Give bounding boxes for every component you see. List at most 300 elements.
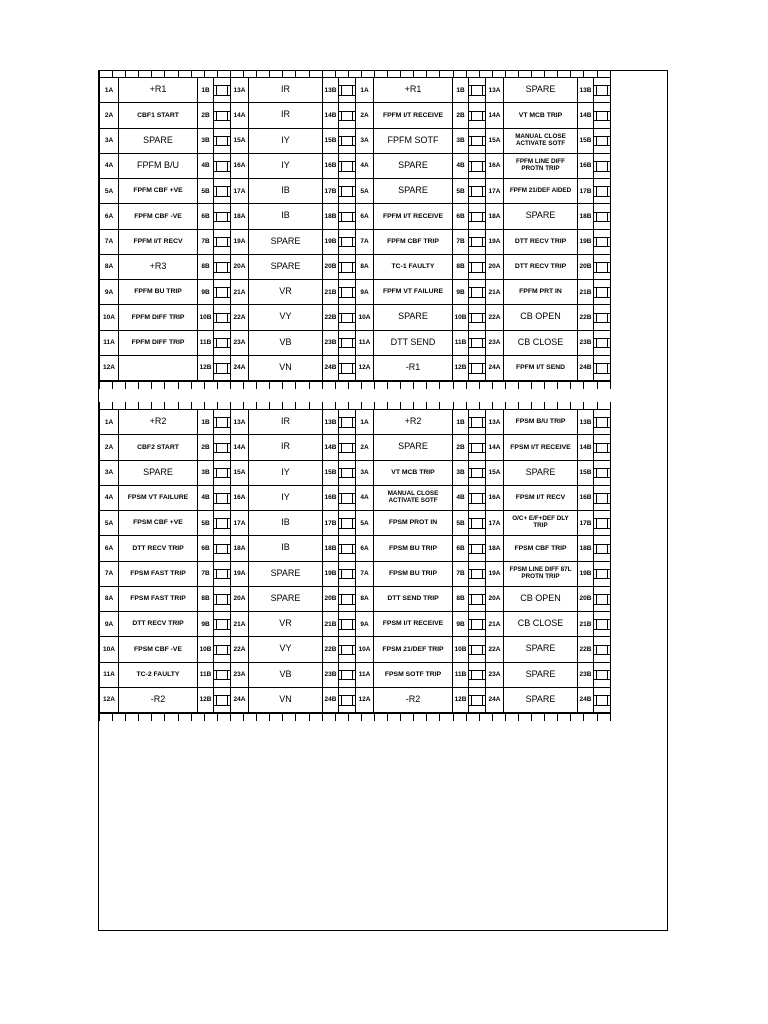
signal-label: VB (249, 331, 323, 356)
terminal-number: 12A (99, 356, 119, 381)
terminal-number: 2A (356, 435, 374, 460)
terminal-connector (469, 179, 486, 204)
tick-mark (151, 714, 152, 721)
terminal-connector (339, 129, 356, 154)
terminal-number: 9A (356, 612, 374, 637)
terminal-number: 3A (99, 129, 119, 154)
signal-label: CB OPEN (504, 587, 578, 612)
signal-label: CB OPEN (504, 305, 578, 330)
signal-label: +R2 (374, 410, 453, 435)
tick-mark (413, 70, 414, 77)
tick-mark (439, 382, 440, 389)
signal-label: SPARE (504, 78, 578, 103)
tick-mark (544, 70, 545, 77)
tick-mark (479, 714, 480, 721)
signal-label: FPFM VT FAILURE (374, 280, 453, 305)
signal-label: DTT RECV TRIP (504, 255, 578, 280)
terminal-connector (594, 486, 611, 511)
signal-label: FPSM 21/DEF TRIP (374, 637, 453, 662)
terminal-number: 11B (453, 331, 469, 356)
tick-mark (531, 382, 532, 389)
terminal-connector (339, 154, 356, 179)
terminal-number: 4B (453, 486, 469, 511)
terminal-number: 9A (99, 612, 119, 637)
tick-mark (453, 714, 454, 721)
terminal-connector (339, 356, 356, 381)
tick-mark (492, 70, 493, 77)
tick-mark (335, 402, 336, 409)
terminal-number: 1A (99, 78, 119, 103)
signal-label: FPSM CBF -VE (119, 637, 198, 662)
tick-mark (413, 402, 414, 409)
signal-label: +R3 (119, 255, 198, 280)
signal-label: DTT RECV TRIP (504, 230, 578, 255)
tick-mark (597, 70, 598, 77)
signal-label: FPSM CBF +VE (119, 511, 198, 536)
terminal-number: 10A (356, 637, 374, 662)
terminal-number: 18B (578, 204, 594, 229)
tick-mark (466, 714, 467, 721)
tick-mark (479, 70, 480, 77)
terminal-number: 19A (231, 562, 249, 587)
signal-label: IY (249, 486, 323, 511)
terminal-connector (469, 129, 486, 154)
terminal-connector (339, 562, 356, 587)
terminal-number: 10A (99, 305, 119, 330)
tick-mark (597, 714, 598, 721)
terminal-number: 17A (486, 179, 504, 204)
tick-mark (348, 714, 349, 721)
tick-mark (164, 402, 165, 409)
tick-mark (256, 402, 257, 409)
terminal-number: 23B (323, 663, 339, 688)
tick-mark (531, 70, 532, 77)
tick-mark (426, 382, 427, 389)
terminal-number: 8B (198, 587, 214, 612)
tick-mark (256, 382, 257, 389)
tick-mark (217, 714, 218, 721)
tick-mark (518, 382, 519, 389)
tick-mark (217, 382, 218, 389)
terminal-connector (469, 511, 486, 536)
terminal-number: 24B (323, 356, 339, 381)
tick-mark (544, 382, 545, 389)
tick-mark (322, 382, 323, 389)
signal-label: DTT RECV TRIP (119, 536, 198, 561)
terminal-number: 8B (198, 255, 214, 280)
signal-label: DTT SEND (374, 331, 453, 356)
tick-mark (426, 70, 427, 77)
terminal-number: 17A (231, 511, 249, 536)
terminal-connector (469, 461, 486, 486)
terminal-number: 5A (356, 511, 374, 536)
terminal-number: 13B (578, 410, 594, 435)
terminal-number: 6B (198, 204, 214, 229)
terminal-number: 21B (323, 280, 339, 305)
signal-label: FPFM 21/DEF AIDED (504, 179, 578, 204)
tick-mark (361, 402, 362, 409)
tick-mark (413, 714, 414, 721)
terminal-connector (594, 78, 611, 103)
terminal-number: 2B (453, 435, 469, 460)
terminal-connector (469, 637, 486, 662)
terminal-number: 20A (231, 255, 249, 280)
terminal-number: 12A (356, 356, 374, 381)
tick-mark (125, 70, 126, 77)
terminal-connector (469, 356, 486, 381)
signal-label: CBF2 START (119, 435, 198, 460)
terminal-connector (214, 461, 231, 486)
terminal-connector (339, 78, 356, 103)
tick-mark (518, 402, 519, 409)
terminal-number: 20A (486, 255, 504, 280)
signal-label: IY (249, 129, 323, 154)
terminal-number: 18B (323, 536, 339, 561)
terminal-number: 13B (578, 78, 594, 103)
tick-mark (544, 714, 545, 721)
terminal-number: 20A (231, 587, 249, 612)
tick-mark (230, 70, 231, 77)
tick-mark (492, 382, 493, 389)
terminal-number: 11A (356, 331, 374, 356)
terminal-number: 5A (356, 179, 374, 204)
tick-mark (557, 714, 558, 721)
terminal-connector (339, 612, 356, 637)
terminal-number: 22A (486, 305, 504, 330)
tick-mark (557, 382, 558, 389)
terminal-number: 11A (356, 663, 374, 688)
tick-mark (544, 402, 545, 409)
terminal-number: 17B (578, 179, 594, 204)
terminal-number: 6A (99, 536, 119, 561)
tick-mark (479, 402, 480, 409)
terminal-number: 11B (453, 663, 469, 688)
signal-label: SPARE (374, 435, 453, 460)
tick-mark (125, 402, 126, 409)
tick-mark (112, 70, 113, 77)
signal-label: FPFM B/U (119, 154, 198, 179)
terminal-connector (214, 688, 231, 713)
signal-label: FPSM FAST TRIP (119, 587, 198, 612)
terminal-number: 17A (231, 179, 249, 204)
terminal-number: 3A (99, 461, 119, 486)
terminal-number: 12B (198, 356, 214, 381)
terminal-connector (214, 486, 231, 511)
terminal-connector (594, 331, 611, 356)
terminal-number: 12B (453, 688, 469, 713)
terminal-number: 7B (198, 230, 214, 255)
terminal-connector (594, 536, 611, 561)
terminal-number: 7A (356, 230, 374, 255)
terminal-number: 18A (231, 204, 249, 229)
terminal-number: 7B (453, 230, 469, 255)
terminal-number: 4B (453, 154, 469, 179)
terminal-connector (594, 688, 611, 713)
tick-mark (426, 402, 427, 409)
terminal-connector (469, 486, 486, 511)
terminal-number: 13B (323, 410, 339, 435)
terminal-number: 8A (356, 587, 374, 612)
tick-mark (387, 382, 388, 389)
tick-mark (610, 382, 611, 389)
terminal-number: 10B (453, 637, 469, 662)
tick-mark (151, 382, 152, 389)
terminal-number: 21A (486, 612, 504, 637)
terminal-number: 4A (99, 154, 119, 179)
terminal-number: 4B (198, 154, 214, 179)
tick-mark (426, 714, 427, 721)
terminal-number: 24A (486, 356, 504, 381)
tick-mark (453, 402, 454, 409)
tick-mark (400, 382, 401, 389)
tick-strip-bottom (99, 713, 611, 721)
tick-mark (269, 382, 270, 389)
tick-mark (178, 402, 179, 409)
signal-label: FPFM PRT IN (504, 280, 578, 305)
terminal-connector (339, 305, 356, 330)
signal-label: SPARE (374, 179, 453, 204)
terminal-grid (99, 409, 611, 713)
terminal-number: 17A (486, 511, 504, 536)
terminal-number: 13B (323, 78, 339, 103)
tick-mark (99, 714, 100, 721)
terminal-connector (339, 230, 356, 255)
tick-mark (322, 402, 323, 409)
terminal-connector (594, 663, 611, 688)
tick-mark (282, 714, 283, 721)
terminal-number: 20B (578, 587, 594, 612)
terminal-number: 15A (231, 461, 249, 486)
signal-label: +R1 (374, 78, 453, 103)
terminal-number: 16B (323, 154, 339, 179)
terminal-number: 5B (453, 179, 469, 204)
terminal-number: 6A (99, 204, 119, 229)
signal-label: CB CLOSE (504, 612, 578, 637)
terminal-number: 3B (198, 461, 214, 486)
terminal-number: 1B (198, 410, 214, 435)
terminal-number: 23A (486, 663, 504, 688)
terminal-number: 2A (99, 103, 119, 128)
terminal-connector (214, 129, 231, 154)
tick-mark (348, 70, 349, 77)
terminal-connector (214, 562, 231, 587)
signal-label: O/C+ E/F+DEF DLY TRIP (504, 511, 578, 536)
terminal-connector (469, 587, 486, 612)
terminal-number: 2A (99, 435, 119, 460)
tick-mark (230, 402, 231, 409)
terminal-number: 21A (231, 612, 249, 637)
tick-mark (178, 382, 179, 389)
terminal-number: 6B (453, 204, 469, 229)
terminal-number: 19A (231, 230, 249, 255)
terminal-number: 2B (453, 103, 469, 128)
tick-mark (282, 402, 283, 409)
signal-label: DTT RECV TRIP (119, 612, 198, 637)
tick-mark (243, 70, 244, 77)
signal-label: SPARE (504, 663, 578, 688)
terminal-number: 7B (453, 562, 469, 587)
tick-mark (335, 382, 336, 389)
terminal-connector (594, 511, 611, 536)
signal-label: FPSM I/T RECV (504, 486, 578, 511)
terminal-connector (214, 637, 231, 662)
terminal-number: 13A (231, 78, 249, 103)
signal-label: CB CLOSE (504, 331, 578, 356)
terminal-number: 8A (356, 255, 374, 280)
tick-mark (374, 382, 375, 389)
terminal-number: 2B (198, 103, 214, 128)
signal-label: FPSM BU TRIP (374, 562, 453, 587)
terminal-number: 6B (453, 536, 469, 561)
terminal-connector (339, 486, 356, 511)
terminal-number: 16A (486, 154, 504, 179)
terminal-number: 14A (231, 435, 249, 460)
tick-mark (518, 70, 519, 77)
terminal-number: 3B (453, 129, 469, 154)
tick-mark (453, 382, 454, 389)
signal-label: FPSM B/U TRIP (504, 410, 578, 435)
tick-mark (335, 714, 336, 721)
tick-mark (361, 382, 362, 389)
signal-label: VT MCB TRIP (504, 103, 578, 128)
tick-mark (99, 402, 100, 409)
tick-mark (269, 402, 270, 409)
terminal-connector (339, 331, 356, 356)
terminal-number: 3A (356, 461, 374, 486)
terminal-number: 17B (578, 511, 594, 536)
tick-mark (597, 402, 598, 409)
terminal-connector (339, 461, 356, 486)
terminal-number: 9A (356, 280, 374, 305)
terminal-number: 10B (453, 305, 469, 330)
terminal-connector (594, 356, 611, 381)
tick-mark (374, 70, 375, 77)
terminal-number: 14A (486, 435, 504, 460)
terminal-connector (469, 230, 486, 255)
tick-mark (466, 382, 467, 389)
terminal-number: 18B (578, 536, 594, 561)
terminal-number: 13A (486, 410, 504, 435)
terminal-number: 22B (323, 305, 339, 330)
terminal-connector (339, 179, 356, 204)
tick-mark (374, 402, 375, 409)
terminal-connector (339, 587, 356, 612)
tick-mark (570, 70, 571, 77)
terminal-number: 8A (99, 587, 119, 612)
signal-label: IR (249, 435, 323, 460)
terminal-number: 19A (486, 562, 504, 587)
tick-mark (269, 70, 270, 77)
tick-mark (269, 714, 270, 721)
tick-mark (492, 402, 493, 409)
tick-mark (361, 714, 362, 721)
terminal-connector (214, 154, 231, 179)
tick-mark (112, 402, 113, 409)
tick-mark (256, 714, 257, 721)
terminal-connector (339, 255, 356, 280)
tick-mark (400, 402, 401, 409)
terminal-number: 9B (453, 280, 469, 305)
tick-mark (125, 382, 126, 389)
terminal-number: 24A (486, 688, 504, 713)
terminal-number: 14A (231, 103, 249, 128)
terminal-connector (594, 179, 611, 204)
tick-mark (295, 714, 296, 721)
tick-mark (295, 382, 296, 389)
terminal-number: 6B (198, 536, 214, 561)
tick-mark (505, 70, 506, 77)
signal-label: FPSM BU TRIP (374, 536, 453, 561)
terminal-connector (594, 435, 611, 460)
signal-label: FPFM CBF TRIP (374, 230, 453, 255)
signal-label: TC-1 FAULTY (374, 255, 453, 280)
terminal-number: 19B (578, 562, 594, 587)
signal-label: MANUAL CLOSE ACTIVATE SOTF (374, 486, 453, 511)
terminal-number: 22A (231, 305, 249, 330)
tick-mark (243, 402, 244, 409)
signal-label: IB (249, 179, 323, 204)
terminal-number: 21A (486, 280, 504, 305)
tick-mark (309, 714, 310, 721)
terminal-number: 11B (198, 331, 214, 356)
terminal-number: 1B (453, 78, 469, 103)
signal-label: IY (249, 461, 323, 486)
signal-label: FPFM I/T SEND (504, 356, 578, 381)
tick-mark (505, 714, 506, 721)
signal-label: IB (249, 536, 323, 561)
terminal-number: 7A (99, 230, 119, 255)
signal-label: MANUAL CLOSE ACTIVATE SOTF (504, 129, 578, 154)
tick-mark (439, 70, 440, 77)
tick-mark (505, 382, 506, 389)
signal-label: IR (249, 78, 323, 103)
terminal-number: 20B (578, 255, 594, 280)
signal-label: FPFM SOTF (374, 129, 453, 154)
terminal-connector (339, 536, 356, 561)
signal-label: VB (249, 663, 323, 688)
tick-mark (230, 714, 231, 721)
terminal-connector (339, 280, 356, 305)
tick-mark (387, 714, 388, 721)
terminal-connector (214, 435, 231, 460)
tick-mark (610, 714, 611, 721)
signal-label: DTT SEND TRIP (374, 587, 453, 612)
signal-label: TC-2 FAULTY (119, 663, 198, 688)
signal-label: -R1 (374, 356, 453, 381)
terminal-number: 23B (578, 331, 594, 356)
signal-label: FPFM I/T RECV (119, 230, 198, 255)
tick-mark (151, 402, 152, 409)
terminal-connector (594, 154, 611, 179)
terminal-number: 5B (453, 511, 469, 536)
terminal-number: 4A (356, 154, 374, 179)
terminal-number: 22A (486, 637, 504, 662)
terminal-connector (594, 230, 611, 255)
tick-mark (413, 382, 414, 389)
tick-mark (99, 70, 100, 77)
tick-mark (295, 70, 296, 77)
terminal-connector (339, 103, 356, 128)
terminal-connector (214, 331, 231, 356)
terminal-connector (214, 204, 231, 229)
terminal-number: 19A (486, 230, 504, 255)
tick-mark (243, 714, 244, 721)
terminal-connector (214, 230, 231, 255)
signal-label: SPARE (504, 637, 578, 662)
tick-mark (164, 714, 165, 721)
tick-mark (151, 70, 152, 77)
signal-label: VR (249, 612, 323, 637)
